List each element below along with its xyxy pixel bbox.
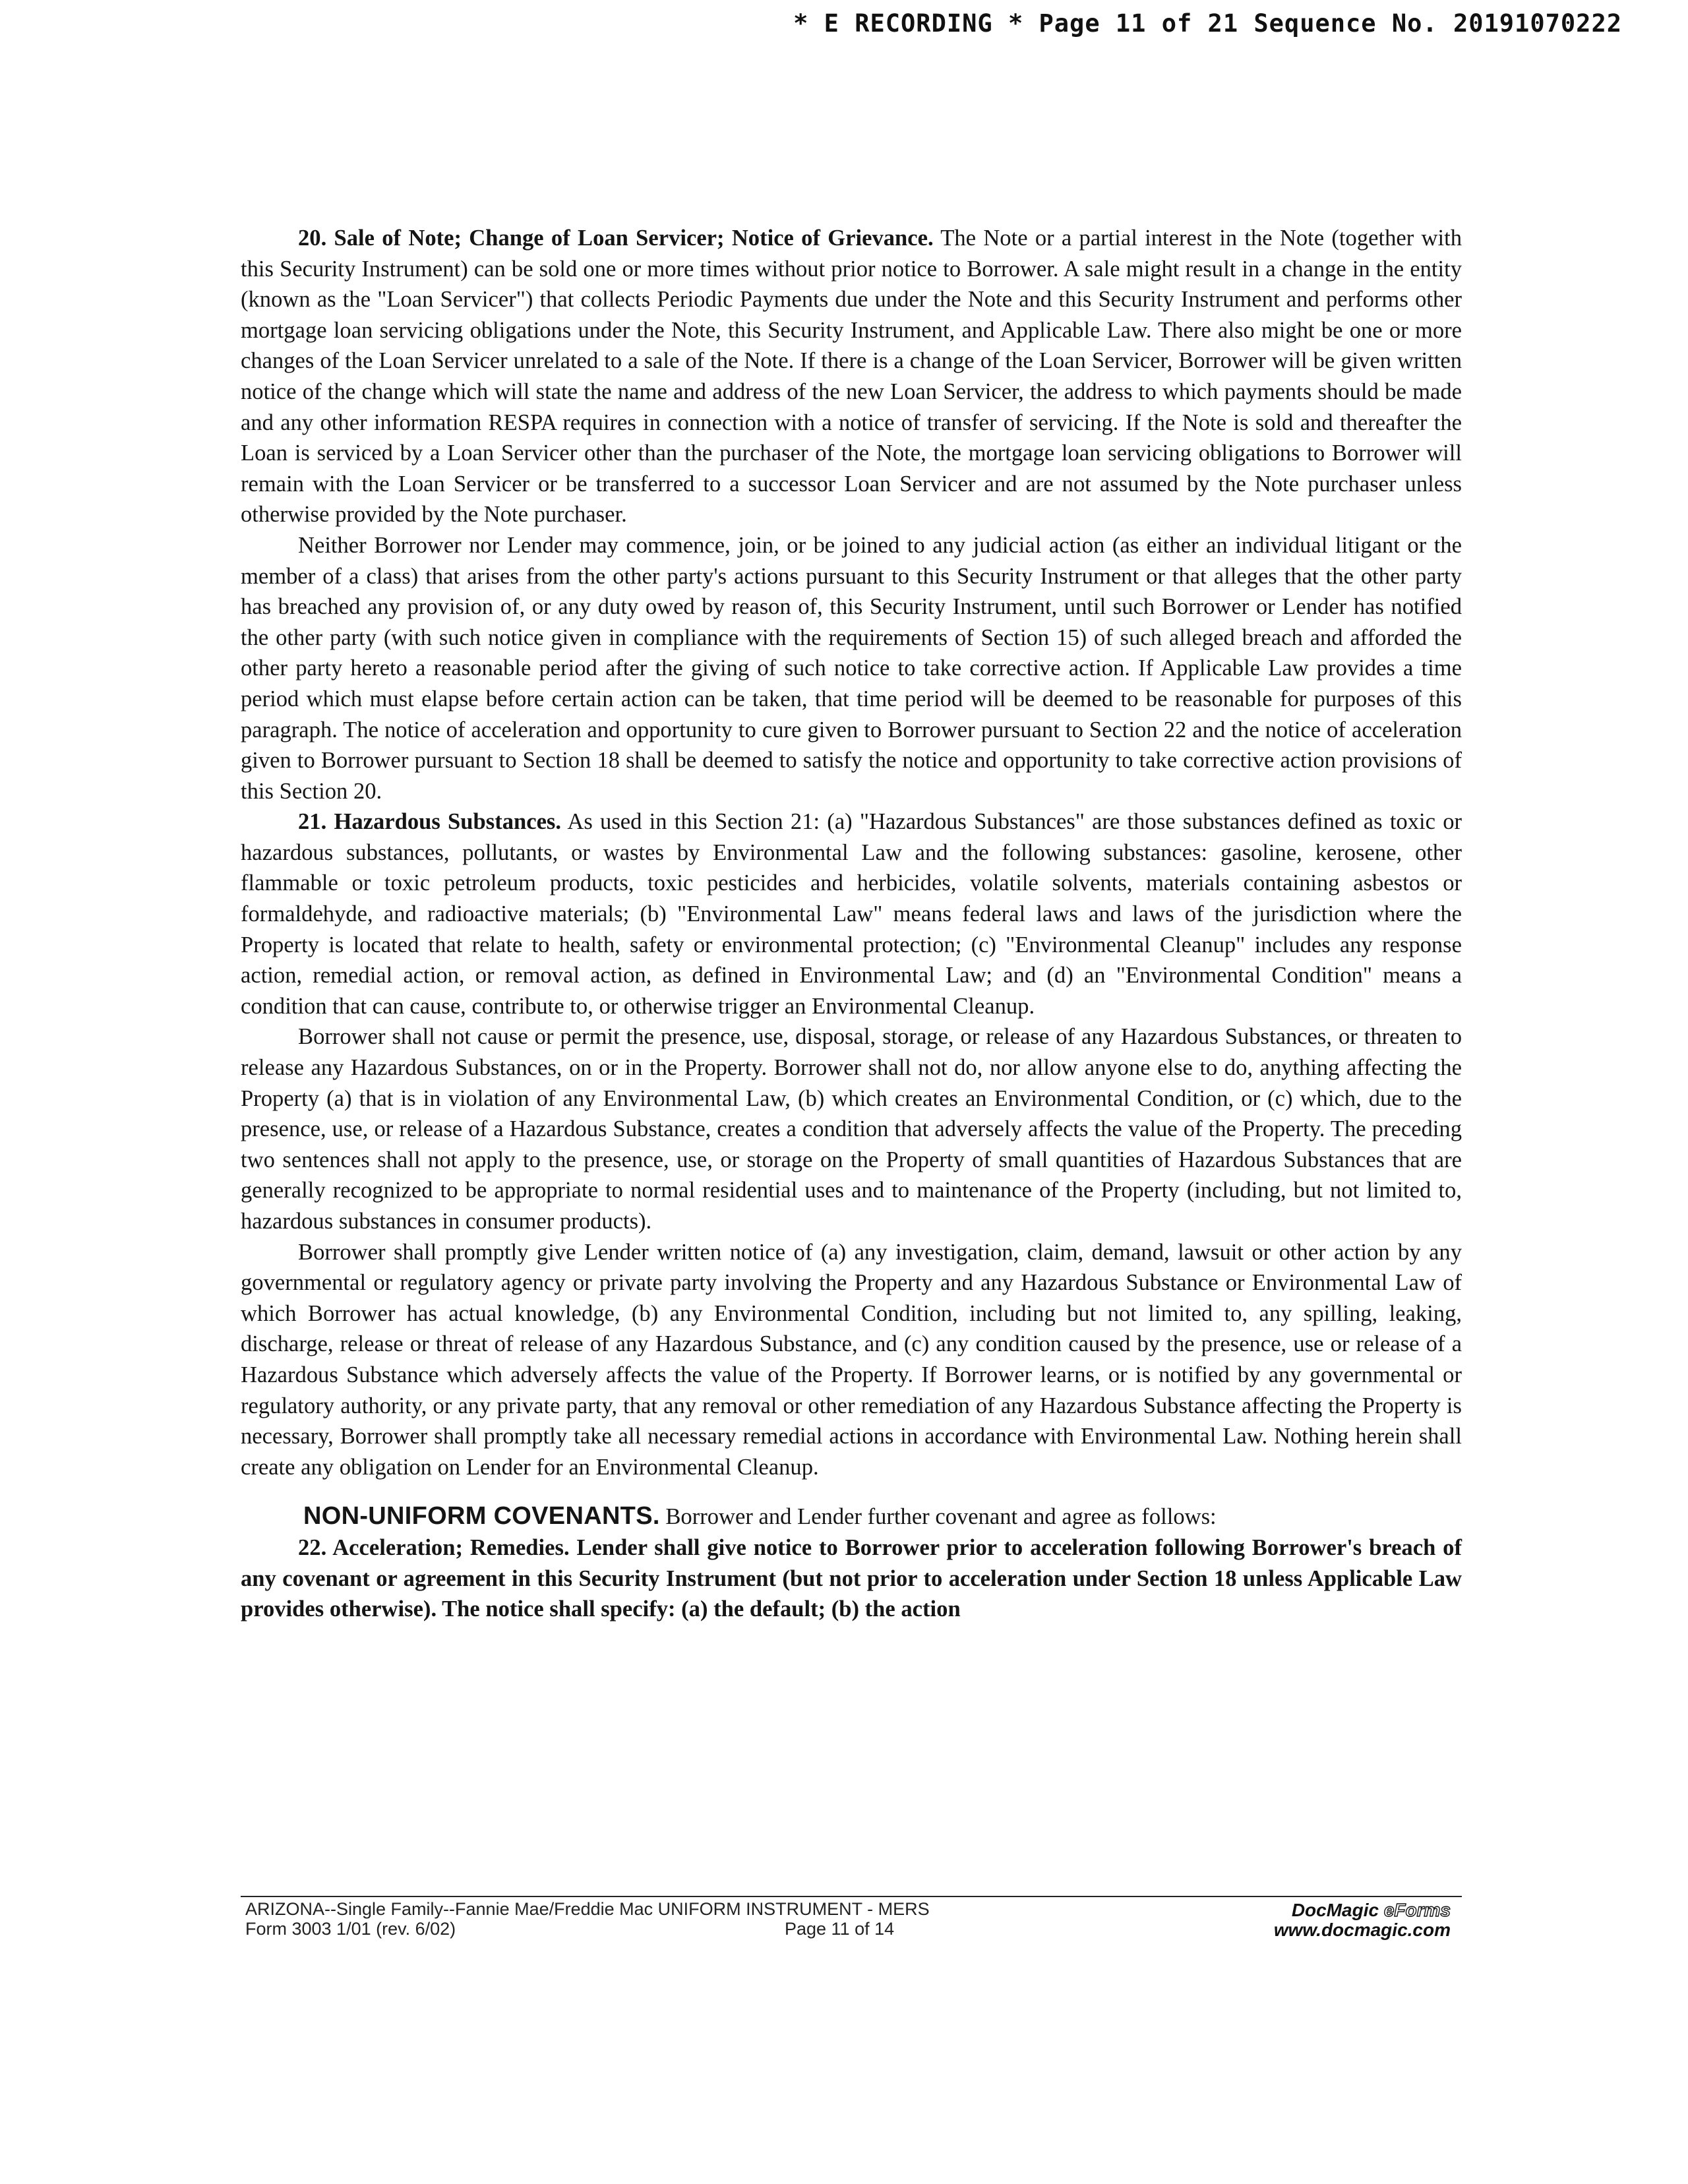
section-21-paragraph-1 <box>241 806 1462 1021</box>
section-20-paragraph-2: Neither Borrower nor Lender may commence, join, or be joined to any judicial action (as either an individual litigant or the member of a class) that arises from the other party's actions pursuant to this Security Instrument or that alleges that the other party has breached any provision of, or any duty owed by reason of, this Security Instrument, until such Borrower or Lender has notified the other party (with such notice given in compliance with the requirements of Section 15) of such alleged breach and afforded the other party hereto a reasonable period after the giving of such notice to take corrective action. If Applicable Law provides a time period which must elapse before certain action can be taken, that time period will be deemed to be reasonable for purposes of this paragraph. The notice of acceleration and opportunity to cure given to Borrower pursuant to Section 22 and the notice of acceleration given to Borrower pursuant to Section 18 shall be deemed to satisfy the notice and opportunity to take corrective action provisions of this Section 20. <box>241 532 1462 804</box>
section-22-heading: 22. Acceleration; Remedies. <box>298 1534 570 1560</box>
section-20-heading: 20. Sale of Note; Change of Loan Servicer; Notice of Grievance. <box>298 226 934 251</box>
non-uniform-covenants <box>241 1501 1462 1532</box>
footer-brand <box>1274 1900 1451 1940</box>
footer-divider <box>241 1896 1462 1897</box>
footer-form-number: Form 3003 1/01 (rev. 6/02) <box>245 1919 456 1939</box>
footer-brand-name: DocMagic <box>1291 1900 1379 1920</box>
covenants-title: NON-UNIFORM COVENANTS. <box>303 1502 660 1531</box>
footer-page-number: Page 11 of 14 <box>785 1919 895 1939</box>
footer-brand-suffix: eForms <box>1383 1900 1451 1920</box>
section-20-paragraph-1 <box>241 223 1462 530</box>
section-21-paragraph-2: Borrower shall not cause or permit the presence, use, disposal, storage, or release of any Hazardous Substances, or threaten to release any Hazardous Substances, on or in the Property. Borrower shall not do, nor allow anyone else to do, anything affecting the Property (a) that is in violation of any Environmental Law, (b) which creates an Environmental Condition, or (c) which, due to the presence, use, or release of a Hazardous Substance, creates a condition that adversely affects the value of the Property. The preceding two sentences shall not apply to the presence, use, or storage on the Property of small quantities of Hazardous Substances that are generally recognized to be appropriate to normal residential uses and to maintenance of the Property (including, but not limited to, hazardous substances in consumer products). <box>241 1024 1462 1234</box>
footer-form-title: ARIZONA--Single Family--Fannie Mae/Freddie Mac UNIFORM INSTRUMENT - MERS <box>245 1899 930 1919</box>
section-21-paragraph-3: Borrower shall promptly give Lender written notice of (a) any investigation, claim, demand, lawsuit or other action by any governmental or regulatory agency or private party involving the Property and any Hazardous Substance or Environmental Law of which Borrower has actual knowledge, (b) any Environmental Condition, including but not limited to, any spilling, leaking, discharge, release or threat of release of any Hazardous Substance, and (c) any condition caused by the presence, use or release of a Hazardous Substance which adversely affects the value of the Property. If Borrower learns, or is notified by any governmental or regulatory authority, or any private party, that any removal or other remediation of any Hazardous Substance affecting the Property is necessary, Borrower shall promptly take all necessary remedial actions in accordance with Environmental Law. Nothing herein shall create any obligation on Lender for an Environmental Cleanup. <box>241 1239 1462 1480</box>
section-22-paragraph <box>241 1532 1462 1625</box>
recording-header: * E RECORDING * Page 11 of 21 Sequence No. 20191070222 <box>793 9 1622 38</box>
section-20-text: The Note or a partial interest in the Note (together with this Security Instrument) can be sold one or more times without prior notice to Borrower. A sale might result in a change in the entity (known as the "Loan Servicer") that collects Periodic Payments due under the Note and this Security Instrument and performs other mortgage loan servicing obligations under the Note, this Security Instrument, and Applicable Law. There also might be one or more changes of the Loan Servicer unrelated to a sale of the Note. If there is a change of the Loan Servicer, Borrower will be given written notice of the change which will state the name and address of the new Loan Servicer, the address to which payments should be made and any other information RESPA requires in connection with a notice of transfer of servicing. If the Note is sold and thereafter the Loan is serviced by a Loan Servicer other than the purchaser of the Note, the mortgage loan servicing obligations to Borrower will remain with the Loan Servicer or be transferred to a successor Loan Servicer and are not assumed by the Note purchaser unless otherwise provided by the Note purchaser. <box>241 226 1462 528</box>
section-21-heading: 21. Hazardous Substances. <box>298 809 562 835</box>
document-body <box>241 223 1462 1625</box>
footer-website: www.docmagic.com <box>1273 1920 1451 1940</box>
section-21-text: As used in this Section 21: (a) "Hazardous Substances" are those substances defined as toxic or hazardous substances, pollutants, or wastes by Environmental Law and the following substances: gasoline, kerosene, other flammable or toxic petroleum products, toxic pesticides and herbicides, volatile solvents, materials containing asbestos or formaldehyde, and radioactive materials; (b) "Environmental Law" means federal laws and laws of the jurisdiction where the Property is located that relate to health, safety or environmental protection; (c) "Environmental Cleanup" includes any response action, remedial action, or removal action, as defined in Environmental Law; and (d) an "Environmental Condition" means a condition that can cause, contribute to, or otherwise trigger an Environmental Cleanup. <box>241 809 1462 1019</box>
covenants-text: Borrower and Lender further covenant and agree as follows: <box>659 1504 1217 1530</box>
section-22-text: Lender shall give notice to Borrower prior to acceleration following Borrower's breach of any covenant or agreement in this Security Instrument (but not prior to acceleration under Section 18 unless Applicable Law provides otherwise). The notice shall specify: (a) the default; (b) the action <box>241 1534 1462 1622</box>
